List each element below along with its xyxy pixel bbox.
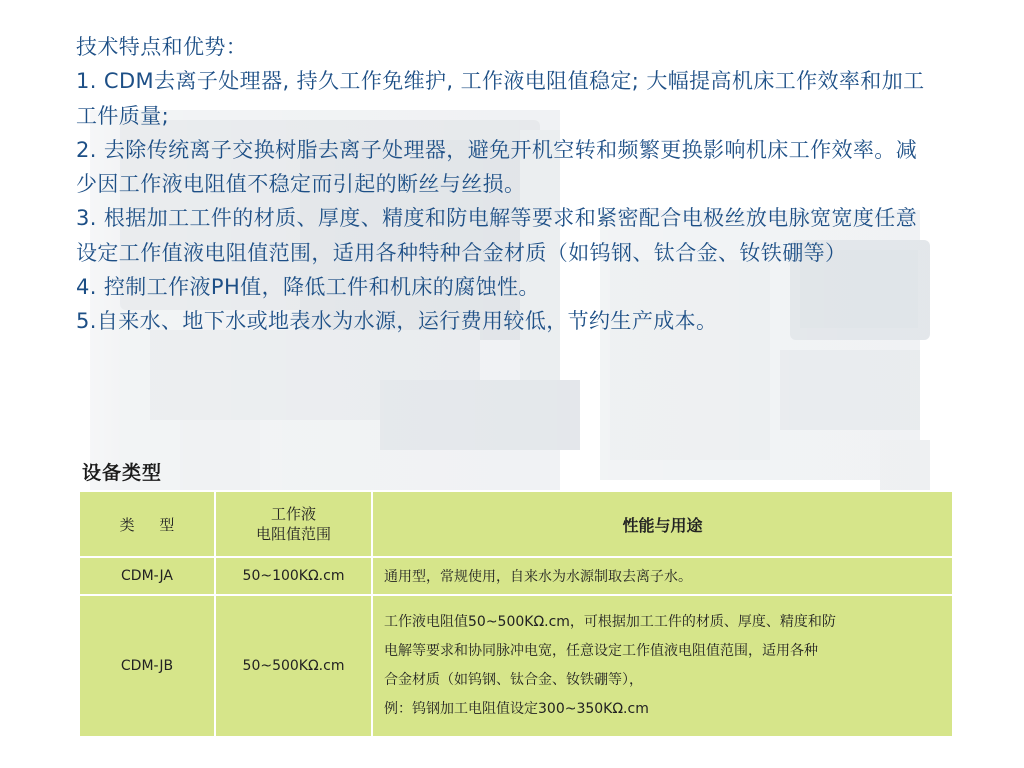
row-range: 50~500KΩ.cm [215, 595, 372, 737]
row-usage-line: 合金材质（如钨钢、钛合金、钕铁硼等）， [384, 672, 643, 688]
equipment-table [78, 490, 954, 738]
header-range-line2: 电阻值范围 [255, 525, 331, 543]
header-range [215, 491, 372, 557]
table-header-row [79, 491, 953, 557]
table-row [79, 595, 953, 737]
row-type: CDM-JB [79, 595, 215, 737]
row-range: 50~100KΩ.cm [215, 557, 372, 595]
features-section [76, 30, 936, 339]
feature-item-4: 4. 控制工作液PH值，降低工件和机床的腐蚀性。 [76, 275, 540, 300]
row-usage-line: 通用型，常规使用，自来水为水源制取去离子水。 [384, 569, 692, 585]
row-usage [372, 595, 953, 737]
table-row [79, 557, 953, 595]
feature-item-2: 2. 去除传统离子交换树脂去离子处理器，避免开机空转和频繁更换影响机床工作效率。减少因工作液电阻值不稳定而引起的断丝与丝损。 [76, 137, 918, 197]
feature-item-5: 5.自来水、地下水或地表水为水源，运行费用较低，节约生产成本。 [76, 309, 718, 334]
row-usage [372, 557, 953, 595]
header-usage: 性能与用途 [372, 491, 953, 557]
equipment-title: 设备类型 [82, 462, 163, 484]
row-type: CDM-JA [79, 557, 215, 595]
feature-item-1: 1. CDM去离子处理器, 持久工作免维护, 工作液电阻值稳定; 大幅提高机床工作效率和加工工件质量; [76, 69, 925, 128]
feature-item-3: 3. 根据加工工件的材质、厚度、精度和防电解等要求和紧密配合电极丝放电脉宽宽度任意设定工作值液电阻值范围，适用各种特种合金材质（如钨钢、钛合金、钕铁硼等） [76, 206, 918, 265]
row-usage-line: 工作液电阻值50~500KΩ.cm，可根据加工工件的材质、厚度、精度和防 [384, 614, 836, 630]
features-heading: 技术特点和优势： [76, 35, 248, 59]
header-range-line1: 工作液 [270, 505, 316, 523]
row-usage-line: 电解等要求和协同脉冲电宽，任意设定工作值液电阻值范围，适用各种 [384, 643, 818, 659]
header-type: 类 型 [79, 491, 215, 557]
row-usage-line: 例：钨钢加工电阻值设定300~350KΩ.cm [384, 701, 649, 717]
